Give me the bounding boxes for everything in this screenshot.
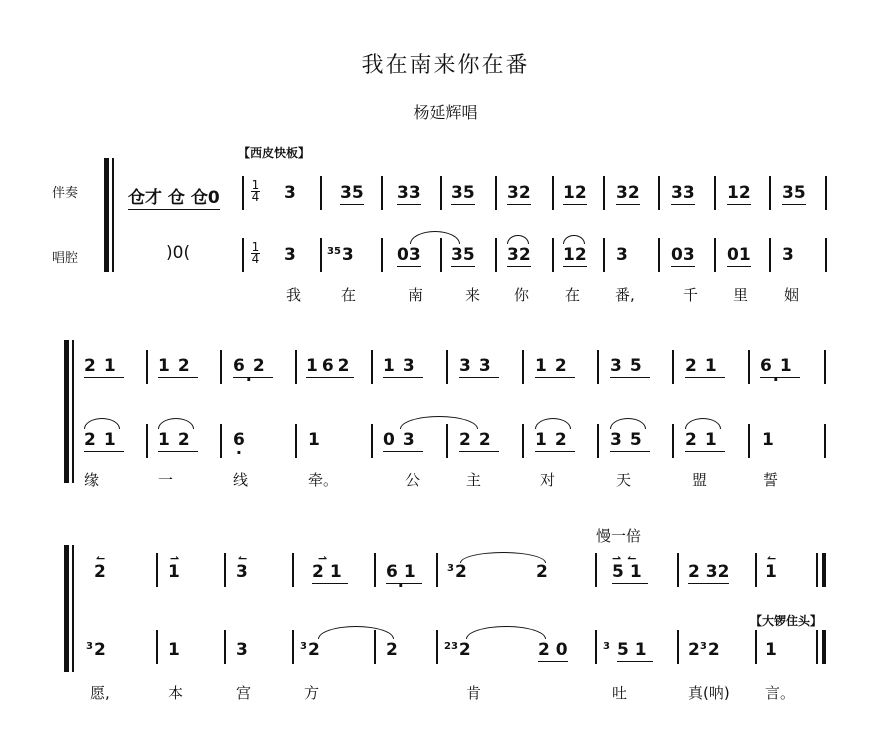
note: 32 <box>616 183 640 203</box>
barline <box>446 424 448 458</box>
singer-credit: 杨延辉唱 <box>413 103 478 122</box>
slur <box>610 418 646 429</box>
barline <box>816 553 818 587</box>
barline <box>156 630 158 664</box>
note: 32 <box>507 183 531 203</box>
barline <box>714 176 716 210</box>
lyric: 千 <box>683 286 699 304</box>
percussion-text: 仓才 仓 仓0 <box>128 188 220 208</box>
slur <box>685 418 721 429</box>
barline <box>436 630 438 664</box>
note: 12 <box>563 245 587 265</box>
barline <box>156 553 158 587</box>
time-sig-numerator: 1 <box>251 240 260 254</box>
note: 33 <box>397 183 421 203</box>
note: 1 <box>762 430 774 450</box>
slur <box>507 235 529 244</box>
barline <box>371 424 373 458</box>
barline <box>522 350 524 384</box>
grace-note: 3 <box>86 641 93 652</box>
note: 22 <box>459 430 499 450</box>
note: 61 · <box>386 562 422 584</box>
barline <box>824 424 826 458</box>
note: 162 <box>306 356 354 376</box>
note: 12 <box>727 183 751 203</box>
barline <box>220 424 222 458</box>
lyric: 缘 <box>84 471 100 489</box>
lyric: 在 <box>341 286 357 304</box>
lyric: 在 <box>565 286 581 304</box>
note: 12 <box>535 356 575 376</box>
note: 33 <box>671 183 695 203</box>
barline <box>146 350 148 384</box>
slur <box>318 626 394 639</box>
note: 03 <box>671 245 695 265</box>
note: 35 <box>782 183 806 203</box>
barline <box>292 630 294 664</box>
lyric: 对 <box>540 471 556 489</box>
lyric: 宫 <box>236 684 252 702</box>
time-sig-denominator: 4 <box>251 190 260 204</box>
system-bracket <box>104 158 109 272</box>
barline <box>748 350 750 384</box>
barline <box>824 350 826 384</box>
barline <box>495 238 497 272</box>
ending-mark: 【大锣住头】 <box>750 614 823 628</box>
lyric: 吐 <box>612 684 628 702</box>
barline <box>748 424 750 458</box>
lyric: 愿, <box>90 684 110 702</box>
lyric: 来 <box>465 286 481 304</box>
barline <box>440 176 442 210</box>
time-signature <box>251 180 260 203</box>
lyric: 一 <box>158 471 174 489</box>
barline <box>597 350 599 384</box>
note: 3 <box>284 183 296 203</box>
note: 1 <box>168 562 180 582</box>
system-bracket <box>64 340 69 483</box>
barline <box>374 553 376 587</box>
barline <box>522 424 524 458</box>
barline <box>597 424 599 458</box>
slur <box>563 235 585 244</box>
note-first: 2 <box>688 640 700 660</box>
barline <box>224 630 226 664</box>
barline <box>603 238 605 272</box>
song-title: 我在南来你在番 <box>361 53 530 78</box>
lyric: 线 <box>233 471 249 489</box>
time-signature-vocal <box>251 242 260 265</box>
barline <box>146 424 148 458</box>
note: 21 <box>84 356 124 376</box>
note: 3 <box>341 245 354 265</box>
note: 12 <box>158 430 198 450</box>
tempo-change: 慢一倍 <box>596 527 642 545</box>
note: 2 <box>94 562 106 582</box>
barline <box>242 238 244 272</box>
barline <box>295 350 297 384</box>
arrow-left-icon: ↼ <box>238 552 248 565</box>
barline <box>672 350 674 384</box>
lyric: 我 <box>286 286 302 304</box>
part-label-vocal: 唱腔 <box>52 251 79 266</box>
slur <box>158 418 194 429</box>
slur <box>460 552 546 563</box>
barline <box>825 176 827 210</box>
note: 3 <box>236 640 248 660</box>
note: 21 <box>312 562 348 582</box>
tempo-mark: 【西皮快板】 <box>238 146 311 160</box>
final-barline <box>822 553 826 587</box>
note: 2 0 <box>538 640 568 660</box>
barline <box>672 424 674 458</box>
note-second: 2 <box>707 640 720 660</box>
grace-note: 23 <box>444 641 458 652</box>
note: 1 <box>765 562 777 582</box>
note: 35 <box>451 245 475 265</box>
lyric: 公 <box>405 471 421 489</box>
barline <box>381 176 383 210</box>
time-sig-denominator: 4 <box>251 252 260 266</box>
note: 1 <box>308 430 320 450</box>
arrow-right-icon: ⇀ <box>170 552 180 565</box>
lyric: 番, <box>615 286 635 304</box>
grace-note: 3 <box>300 641 307 652</box>
barline <box>292 553 294 587</box>
grace-note: 3 <box>699 641 707 652</box>
note: 2 32 <box>688 562 730 582</box>
note: 51 <box>616 640 653 660</box>
note: 2 <box>536 562 548 582</box>
barline <box>320 238 322 272</box>
percussion-intro <box>128 183 220 208</box>
barline <box>658 176 660 210</box>
slur <box>410 231 460 244</box>
barline <box>552 176 554 210</box>
slur <box>466 626 546 639</box>
note: 3 <box>284 245 296 265</box>
grace-note: 35 <box>327 246 341 257</box>
note: 2 <box>386 640 398 660</box>
final-barline <box>822 630 826 664</box>
lyric: 天 <box>616 471 632 489</box>
barline <box>436 553 438 587</box>
barline <box>242 176 244 210</box>
note: 35 <box>610 430 650 450</box>
note: 2 <box>307 640 320 660</box>
barline <box>295 424 297 458</box>
lyric: 姻 <box>784 286 800 304</box>
barline <box>595 553 597 587</box>
lyric: 牵。 <box>308 471 339 489</box>
slur <box>400 416 478 429</box>
barline <box>714 238 716 272</box>
barline <box>224 553 226 587</box>
arrow-left-icon: ↼ <box>767 552 777 565</box>
slur <box>535 418 571 429</box>
note: 21 <box>685 430 725 450</box>
lyric: 誓 <box>763 471 779 489</box>
system-bracket-line <box>72 340 74 483</box>
vocal-rest-intro: )0( <box>166 243 191 263</box>
barline <box>755 553 757 587</box>
slur <box>84 418 120 429</box>
arrow-left-icon: ↼ <box>96 552 106 565</box>
barline <box>381 238 383 272</box>
lyric: 真(呐) <box>688 684 730 702</box>
note: 6 · <box>233 430 245 450</box>
note: 62 · <box>233 356 273 378</box>
note: 3 <box>782 245 794 265</box>
note: 35 <box>451 183 475 203</box>
note: 13 <box>383 356 423 376</box>
note: 01 <box>727 245 751 265</box>
note: 3 <box>616 245 628 265</box>
barline <box>816 630 818 664</box>
system-bracket-line <box>112 158 114 272</box>
time-sig-numerator: 1 <box>251 178 260 192</box>
note: 12 <box>158 356 198 376</box>
note: 3 <box>236 562 248 582</box>
barline <box>603 176 605 210</box>
note: 21 <box>685 356 725 376</box>
arrow-right-icon: ⇀ <box>318 552 334 565</box>
system-bracket-line <box>72 545 74 672</box>
barline <box>677 630 679 664</box>
note: 03 <box>383 430 423 450</box>
lyric: 你 <box>514 286 530 304</box>
arrow-icon: ⇀↼ <box>612 552 643 565</box>
barline <box>595 630 597 664</box>
lyric: 南 <box>408 286 424 304</box>
barline <box>552 238 554 272</box>
barline <box>446 350 448 384</box>
note: 1 <box>168 640 180 660</box>
barline <box>769 238 771 272</box>
lyric: 本 <box>168 684 184 702</box>
note: 61 · <box>760 356 800 378</box>
note: 21 <box>84 430 124 450</box>
lyric: 肯 <box>466 684 482 702</box>
note: 33 <box>459 356 499 376</box>
lyric: 主 <box>466 471 482 489</box>
system-bracket <box>64 545 69 672</box>
barline <box>755 630 757 664</box>
barline <box>769 176 771 210</box>
note: 35 <box>610 356 650 376</box>
barline <box>495 176 497 210</box>
note: 12 <box>535 430 575 450</box>
grace-note: 3 <box>603 641 616 652</box>
lyric: 盟 <box>692 471 708 489</box>
barline <box>371 350 373 384</box>
note: 12 <box>563 183 587 203</box>
note: 03 <box>397 245 421 265</box>
part-label-accompaniment: 伴奏 <box>52 186 79 201</box>
barline <box>658 238 660 272</box>
note: 1 <box>765 640 777 660</box>
note: 35 <box>340 183 364 203</box>
note: 32 <box>507 245 531 265</box>
note: 51 <box>612 562 648 582</box>
note: 2 <box>454 562 467 582</box>
barline <box>677 553 679 587</box>
grace-note: 3 <box>447 563 454 574</box>
lyric: 言。 <box>765 684 796 702</box>
note: 2 <box>93 640 106 660</box>
note: 2 <box>458 640 471 660</box>
lyric: 方 <box>304 684 320 702</box>
barline <box>220 350 222 384</box>
barline <box>320 176 322 210</box>
barline <box>825 238 827 272</box>
lyric: 里 <box>733 286 749 304</box>
